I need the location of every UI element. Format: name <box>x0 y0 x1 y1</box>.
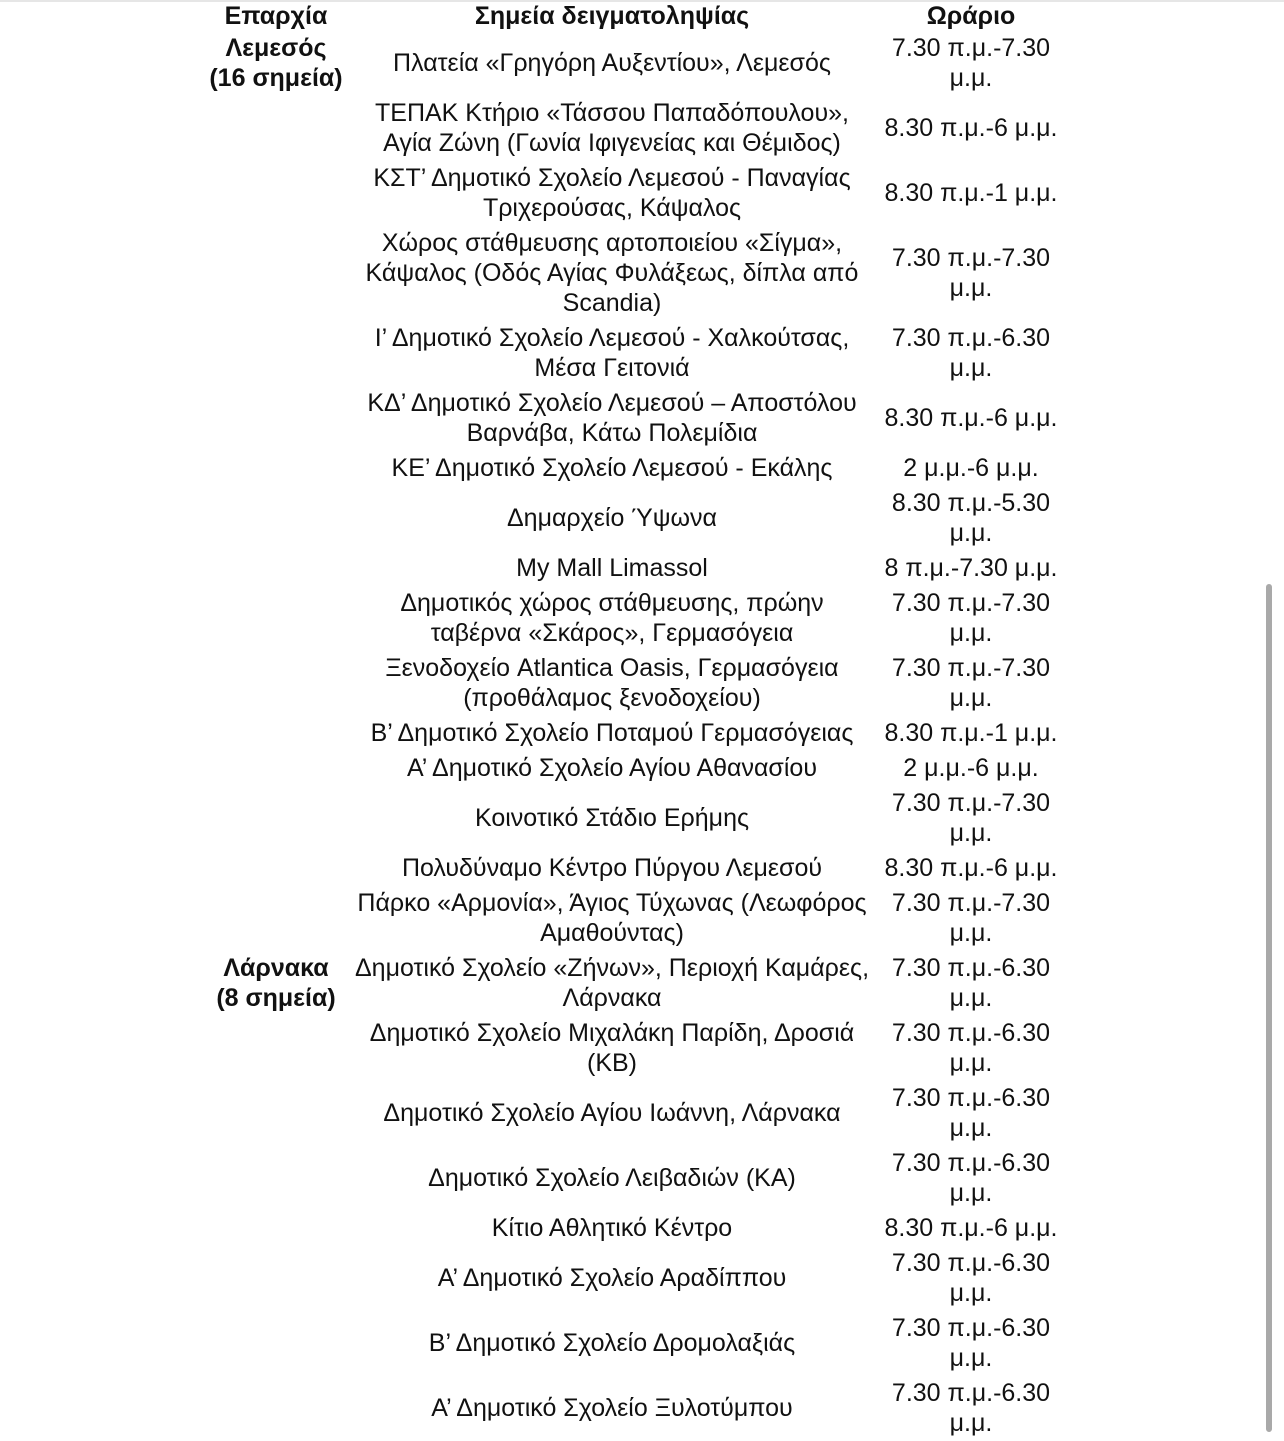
table-row <box>200 1081 1070 1146</box>
table-row <box>200 31 1070 96</box>
location-cell: Κίτιο Αθλητικό Κέντρο <box>491 1214 733 1242</box>
table-row <box>200 226 1070 321</box>
location-cell: My Mall Limassol <box>516 554 708 582</box>
table-row <box>200 386 1070 451</box>
hours-cell: 7.30 π.μ.-7.30 μ.μ. <box>891 889 1051 947</box>
table-row <box>200 1016 1070 1081</box>
hours-cell: 8 π.μ.-7.30 μ.μ. <box>884 554 1058 582</box>
header-hours: Ωράριο <box>926 2 1016 30</box>
district-cell <box>200 1311 352 1376</box>
location-cell: Α’ Δημοτικό Σχολείο Ξυλοτύμπου <box>431 1394 793 1422</box>
district-cell <box>200 1376 352 1441</box>
hours-cell: 8.30 π.μ.-1 μ.μ. <box>884 719 1058 747</box>
hours-cell: 7.30 π.μ.-6.30 μ.μ. <box>891 1314 1051 1372</box>
hours-cell: 7.30 π.μ.-6.30 μ.μ. <box>891 1249 1051 1307</box>
table-row <box>200 451 1070 486</box>
location-cell: Πολυδύναμο Κέντρο Πύργου Λεμεσού <box>401 854 823 882</box>
table-row <box>200 1146 1070 1211</box>
district-cell <box>200 651 352 716</box>
location-cell: Πάρκο «Αρμονία», Άγιος Τύχωνας (Λεωφόρος Αμαθούντας) <box>357 889 867 947</box>
hours-cell: 8.30 π.μ.-6 μ.μ. <box>884 114 1058 142</box>
location-cell: Πλατεία «Γρηγόρη Αυξεντίου», Λεμεσός <box>393 49 831 77</box>
district-cell <box>200 1081 352 1146</box>
table-row <box>200 886 1070 951</box>
hours-cell: 7.30 π.μ.-6.30 μ.μ. <box>891 1379 1051 1437</box>
district-cell <box>200 1246 352 1311</box>
location-cell: ΚΣΤ’ Δημοτικό Σχολείο Λεμεσού - Παναγίας Τριχερούσας, Κάψαλος <box>373 164 851 222</box>
district-cell <box>200 31 352 96</box>
scrollbar-thumb[interactable] <box>1266 584 1272 1432</box>
district-cell <box>200 96 352 161</box>
table-row <box>200 951 1070 1016</box>
hours-cell: 8.30 π.μ.-6 μ.μ. <box>884 854 1058 882</box>
location-cell: Δημαρχείο Ύψωνα <box>506 504 718 532</box>
location-cell: Δημοτικό Σχολείο Λειβαδιών (ΚΑ) <box>428 1164 796 1192</box>
location-cell: Β’ Δημοτικό Σχολείο Ποταμού Γερμασόγειας <box>370 719 854 747</box>
location-cell: ΚΔ’ Δημοτικό Σχολείο Λεμεσού – Αποστόλου Βαρνάβα, Κάτω Πολεμίδια <box>367 389 857 447</box>
table-row <box>200 551 1070 586</box>
district-cell <box>200 586 352 651</box>
district-cell <box>200 226 352 321</box>
district-cell <box>200 1016 352 1081</box>
location-cell: Δημοτικό Σχολείο «Ζήνων», Περιοχή Καμάρες, Λάρνακα <box>354 954 870 1012</box>
hours-cell: 7.30 π.μ.-7.30 μ.μ. <box>891 589 1051 647</box>
hours-cell: 7.30 π.μ.-7.30 μ.μ. <box>891 654 1051 712</box>
hours-cell: 8.30 π.μ.-6 μ.μ. <box>884 1214 1058 1242</box>
district-cell <box>200 786 352 851</box>
district-cell <box>200 716 352 751</box>
table-row <box>200 716 1070 751</box>
district-cell <box>200 1146 352 1211</box>
location-cell: Δημοτικό Σχολείο Μιχαλάκη Παρίδη, Δροσιά (ΚΒ) <box>369 1019 855 1077</box>
location-cell: Κοινοτικό Στάδιο Ερήμης <box>474 804 750 832</box>
location-cell: Δημοτικός χώρος στάθμευσης, πρώην ταβέρνα «Σκάρος», Γερμασόγεια <box>400 589 824 647</box>
hours-cell: 7.30 π.μ.-6.30 μ.μ. <box>891 1019 1051 1077</box>
district-count: (16 σημεία) <box>209 64 343 92</box>
hours-cell: 7.30 π.μ.-6.30 μ.μ. <box>891 954 1051 1012</box>
district-cell <box>200 486 352 551</box>
district-name: Λεμεσός <box>225 34 327 62</box>
table-row <box>200 651 1070 716</box>
district-cell <box>200 161 352 226</box>
header-district: Επαρχία <box>224 2 328 30</box>
table-header-row <box>200 0 1070 31</box>
district-cell <box>200 321 352 386</box>
district-cell <box>200 851 352 886</box>
table-row <box>200 96 1070 161</box>
district-cell <box>200 386 352 451</box>
hours-cell: 7.30 π.μ.-6.30 μ.μ. <box>891 1084 1051 1142</box>
location-cell: Α’ Δημοτικό Σχολείο Αγίου Αθανασίου <box>406 754 817 782</box>
hours-cell: 2 μ.μ.-6 μ.μ. <box>903 754 1039 782</box>
hours-cell: 7.30 π.μ.-7.30 μ.μ. <box>891 34 1051 92</box>
district-cell <box>200 886 352 951</box>
hours-cell: 7.30 π.μ.-7.30 μ.μ. <box>891 244 1051 302</box>
table-row <box>200 751 1070 786</box>
table-row <box>200 786 1070 851</box>
table-row <box>200 321 1070 386</box>
location-cell: Β’ Δημοτικό Σχολείο Δρομολαξιάς <box>428 1329 796 1357</box>
hours-cell: 7.30 π.μ.-7.30 μ.μ. <box>891 789 1051 847</box>
location-cell: Ι’ Δημοτικό Σχολείο Λεμεσού - Χαλκούτσας, Μέσα Γειτονιά <box>374 324 850 382</box>
district-cell <box>200 451 352 486</box>
table-row <box>200 161 1070 226</box>
table-row <box>200 586 1070 651</box>
district-count: (8 σημεία) <box>216 984 336 1012</box>
district-cell <box>200 751 352 786</box>
location-cell: ΚΕ’ Δημοτικό Σχολείο Λεμεσού - Εκάλης <box>391 454 833 482</box>
header-location: Σημεία δειγματοληψίας <box>474 2 750 30</box>
hours-cell: 8.30 π.μ.-5.30 μ.μ. <box>891 489 1051 547</box>
table-row <box>200 486 1070 551</box>
location-cell: Δημοτικό Σχολείο Αγίου Ιωάννη, Λάρνακα <box>383 1099 841 1127</box>
district-cell <box>200 551 352 586</box>
table-row <box>200 1376 1070 1441</box>
location-cell: Χώρος στάθμευσης αρτοποιείου «Σίγμα», Κάψαλος (Οδός Αγίας Φυλάξεως, δίπλα από Scandia) <box>365 229 859 317</box>
district-cell <box>200 1211 352 1246</box>
table-row <box>200 851 1070 886</box>
hours-cell: 2 μ.μ.-6 μ.μ. <box>903 454 1039 482</box>
hours-cell: 8.30 π.μ.-1 μ.μ. <box>884 179 1058 207</box>
location-cell: ΤΕΠΑΚ Κτήριο «Τάσσου Παπαδόπουλου», Αγία Ζώνη (Γωνία Ιφιγενείας και Θέμιδος) <box>375 99 849 157</box>
district-cell <box>200 951 352 1016</box>
hours-cell: 7.30 π.μ.-6.30 μ.μ. <box>891 1149 1051 1207</box>
table-body <box>200 31 1070 1441</box>
hours-cell: 7.30 π.μ.-6.30 μ.μ. <box>891 324 1051 382</box>
table-row <box>200 1246 1070 1311</box>
sampling-points-table <box>200 0 1070 1441</box>
location-cell: Ξενοδοχείο Atlantica Oasis, Γερμασόγεια (προθάλαμος ξενοδοχείου) <box>385 654 839 712</box>
district-name: Λάρνακα <box>223 954 329 982</box>
location-cell: Α’ Δημοτικό Σχολείο Αραδίππου <box>437 1264 787 1292</box>
table-row <box>200 1311 1070 1376</box>
table-row <box>200 1211 1070 1246</box>
hours-cell: 8.30 π.μ.-6 μ.μ. <box>884 404 1058 432</box>
